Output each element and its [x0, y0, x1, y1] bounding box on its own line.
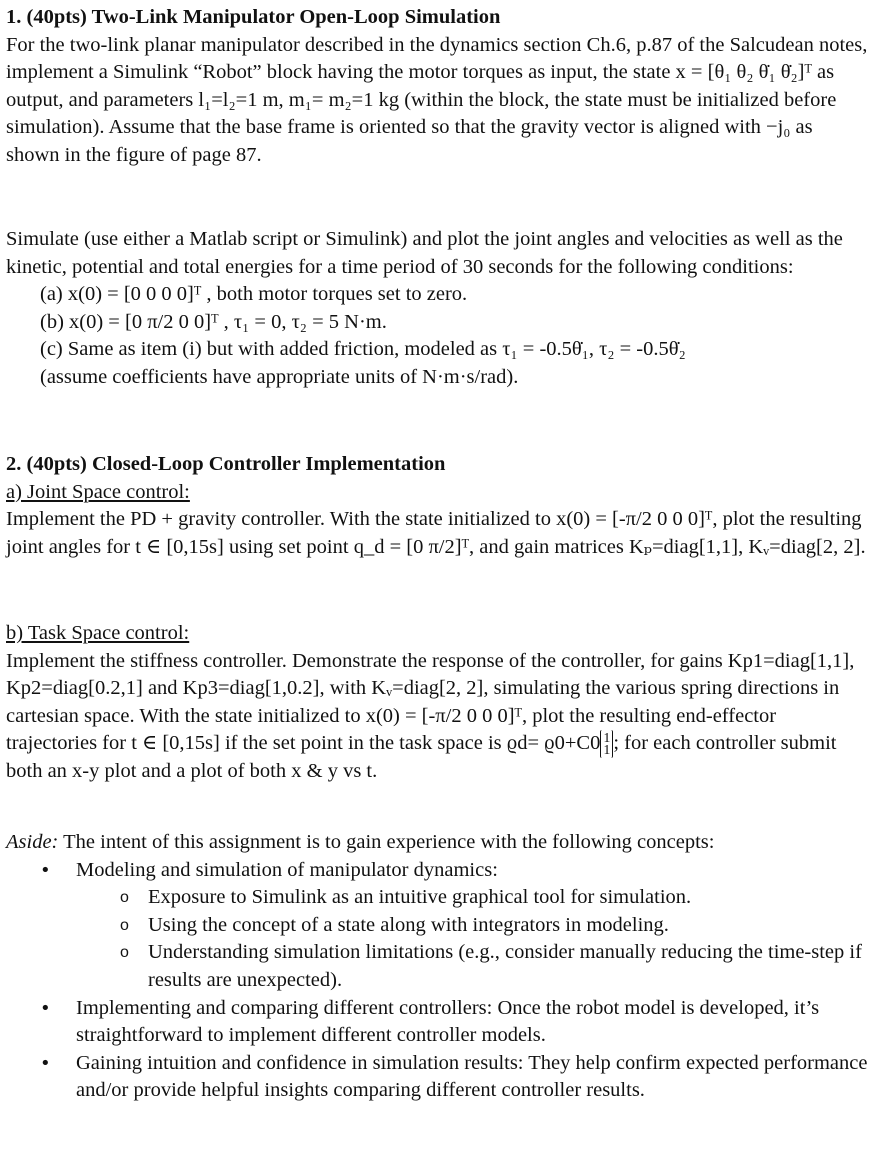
aside-intro-text: The intent of this assignment is to gain experience with the following concepts:: [63, 831, 715, 853]
condition-a: (a) x(0) = [0 0 0 0]ᵀ , both motor torques set to zero.: [40, 283, 468, 306]
aside-sub-3: o Understanding simulation limitations (e.g., consider manually reducing the time-step if results are unexpected).: [6, 939, 868, 994]
aside-section: [6, 829, 868, 1105]
condition-c: (c) Same as item (i) but with added friction, modeled as τ₁ = -0.5θ̇₁, τ₂ = -0.5θ̇₂: [40, 338, 686, 361]
aside-list: [6, 857, 868, 1105]
aside-bullet-3: • Gaining intuition and confidence in simulation results: They help confirm expected performance and/or provide helpful insights comparing different controller results.: [6, 1050, 868, 1105]
part-b-heading: [6, 620, 868, 648]
part-b-text: Implement the stiffness controller. Demonstrate the response of the controller, for gains Kp1=diag[1,1], Kp2=diag[0.2,1] and Kp3=diag[1,0.2], with Kᵥ=diag[2, 2], simulating the various spring directions in cartesian space. With the state initialized to x(0) = [-π/2 0 0 0]ᵀ, plot the resulting end-effector trajectories for t ∈ [0,15s] if the set point in the task space is: [6, 649, 855, 755]
setpoint-matrix: [600, 730, 613, 758]
section-2: [6, 451, 868, 561]
part-b-paragraph: [6, 648, 868, 786]
part-a-heading: a) Joint Space control:: [6, 480, 190, 503]
condition-c-note: (assume coefficients have appropriate units of N·m·s/rad).: [40, 365, 519, 388]
section-1-title: 1. (40pts) Two-Link Manipulator Open-Loop Simulation: [6, 6, 501, 28]
simulate-text: Simulate (use either a Matlab script or Simulink) and plot the joint angles and velocities as well as the kinetic, potential and total energies for a time period of 30 seconds for the following conditions:: [6, 228, 843, 278]
part-b-heading-text: b) Task Space control:: [6, 622, 190, 644]
condition-b: (b) x(0) = [0 π/2 0 0]ᵀ , τ₁ = 0, τ₂ = 5 N·m.: [40, 310, 387, 333]
aside-sub-1: o Exposure to Simulink as an intuitive graphical tool for simulation.: [6, 884, 868, 912]
section-2-part-b: [6, 620, 868, 786]
aside-intro: [6, 829, 868, 857]
part-b-end: ; for each controller submit both an x-y plot and a plot of both x & y vs t.: [6, 732, 837, 782]
section-1-simulate: [6, 226, 868, 392]
matrix-top: 1: [603, 730, 611, 746]
aside-label: Aside:: [6, 831, 59, 853]
aside-bullet-2: • Implementing and comparing different controllers: Once the robot model is developed, it’s straightforward to implement different controller models.: [6, 995, 868, 1050]
section-1-paragraph: For the two-link planar manipulator described in the dynamics section Ch.6, p.87 of the Salcudean notes, implement a Simulink “Robot” block having the motor torques as input, the state x = [θ₁ θ₂ θ̇₁ θ̇₂]ᵀ as output, and parameters l₁=l₂=1 m, m₁= m₂=1 kg (within the block, the state must be initialized before simulation). Assume that the base frame is oriented so that the gravity vector is aligned with −j₀ as shown in the figure of page 87.: [6, 33, 868, 166]
part-b-setpoint: ϱd= ϱ0+C0: [506, 732, 601, 755]
aside-sub-2: o Using the concept of a state along with integrators in modeling.: [6, 912, 868, 940]
part-a-text: Implement the PD + gravity controller. With the state initialized to x(0) = [-π/2 0 0 0]ᵀ, plot the resulting joint angles for t ∈ [0,15s] using set point q_d = [0 π/2]ᵀ, and gain matrices Kₚ=diag[1,1], Kᵥ=diag[2, 2].: [6, 508, 866, 558]
section-1: [6, 4, 868, 170]
section-2-title: 2. (40pts) Closed-Loop Controller Implementation: [6, 453, 446, 475]
matrix-bottom: 1: [603, 742, 611, 758]
aside-bullet-1: • Modeling and simulation of manipulator dynamics:: [6, 857, 868, 885]
